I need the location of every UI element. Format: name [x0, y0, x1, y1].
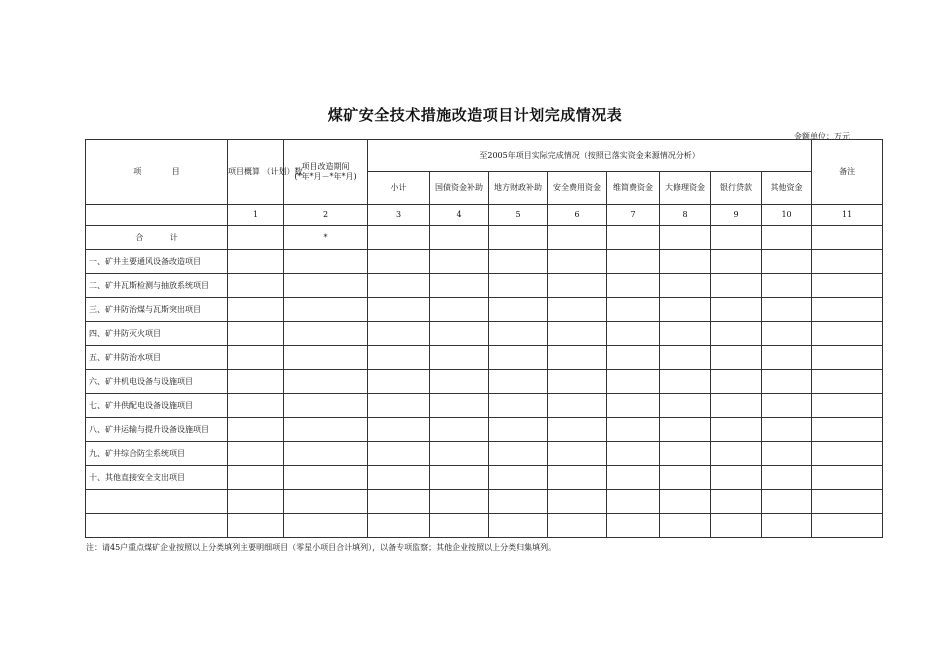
header-actual-group: 至2005年项目实际完成情况（按照已落实资金来源情况分析）	[368, 140, 812, 172]
table-cell	[711, 370, 762, 394]
table-cell	[660, 418, 711, 442]
table-cell	[489, 466, 548, 490]
table-cell	[607, 418, 660, 442]
table-row	[86, 298, 883, 322]
table-cell	[430, 418, 489, 442]
table-cell	[762, 442, 812, 466]
footnote: 注：请45户重点煤矿企业按照以上分类填列主要明细项目（零星小项目合计填列），以备专项监察；其他企业按照以上分类归集填列。	[86, 543, 557, 552]
table-cell	[548, 298, 607, 322]
table-cell	[607, 346, 660, 370]
table-cell	[711, 418, 762, 442]
table-cell	[548, 274, 607, 298]
table-cell	[711, 514, 762, 538]
col-number: 10	[762, 205, 812, 226]
table-row	[86, 370, 883, 394]
col-number: 5	[489, 205, 548, 226]
table-cell	[711, 442, 762, 466]
table-cell	[762, 418, 812, 442]
table-cell	[228, 418, 284, 442]
table-cell	[430, 514, 489, 538]
table-cell	[228, 346, 284, 370]
col-number: 3	[368, 205, 430, 226]
row-label: 七、矿井供配电设备设施项目	[86, 394, 228, 418]
col-number: 9	[711, 205, 762, 226]
table-cell	[660, 250, 711, 274]
table-cell	[762, 298, 812, 322]
row-label: 三、矿井防治煤与瓦斯突出项目	[86, 298, 228, 322]
table-cell	[284, 250, 368, 274]
table-cell	[711, 274, 762, 298]
row-label: 九、矿井综合防尘系统项目	[86, 442, 228, 466]
table-cell	[607, 250, 660, 274]
col-number: 6	[548, 205, 607, 226]
table-cell	[660, 370, 711, 394]
table-cell	[812, 370, 883, 394]
table-cell	[368, 490, 430, 514]
table-cell	[607, 466, 660, 490]
table-cell	[489, 346, 548, 370]
row-label: 八、矿井运输与提升设备设施项目	[86, 418, 228, 442]
table-cell	[228, 394, 284, 418]
table-cell	[711, 298, 762, 322]
col-number: 4	[430, 205, 489, 226]
table-cell	[368, 346, 430, 370]
table-cell	[284, 370, 368, 394]
table-cell	[711, 250, 762, 274]
table-row	[86, 346, 883, 370]
row-label: 二、矿井瓦斯检测与抽放系统项目	[86, 274, 228, 298]
table-cell	[489, 250, 548, 274]
table-cell	[607, 490, 660, 514]
table-cell	[284, 274, 368, 298]
table-cell	[228, 298, 284, 322]
total-cell	[548, 226, 607, 250]
table-cell	[812, 298, 883, 322]
table-cell	[660, 514, 711, 538]
header-period	[284, 140, 368, 205]
table-cell	[812, 490, 883, 514]
header-sub-safety-fund: 安全费用资金	[548, 172, 607, 205]
table-cell	[548, 322, 607, 346]
header-sub-subtotal: 小计	[368, 172, 430, 205]
table-cell	[762, 370, 812, 394]
header-sub-treasury: 国债资金补助	[430, 172, 489, 205]
table-cell	[762, 274, 812, 298]
table-cell	[762, 322, 812, 346]
table-cell	[660, 274, 711, 298]
table-cell	[368, 250, 430, 274]
table-cell	[489, 490, 548, 514]
table-cell	[489, 394, 548, 418]
table-cell	[368, 442, 430, 466]
col-number: 1	[228, 205, 284, 226]
row-label	[86, 490, 228, 514]
header-budget: 项目概算 （计划）数	[228, 140, 284, 205]
total-cell	[711, 226, 762, 250]
header-sub-overhaul: 大修理资金	[660, 172, 711, 205]
table-cell	[711, 394, 762, 418]
table-cell	[548, 346, 607, 370]
total-cell	[762, 226, 812, 250]
col-number: 11	[812, 205, 883, 226]
header-sub-maintenance-simplification: 维简费资金	[607, 172, 660, 205]
table-cell	[430, 346, 489, 370]
table-cell	[430, 466, 489, 490]
table-row	[86, 442, 883, 466]
table-cell	[711, 346, 762, 370]
table-cell	[368, 394, 430, 418]
table-cell	[548, 514, 607, 538]
table-cell	[607, 298, 660, 322]
table-cell	[368, 418, 430, 442]
table-cell	[284, 466, 368, 490]
table-cell	[812, 322, 883, 346]
table-cell	[762, 466, 812, 490]
header-period-line2: (*年*月－*年*月)	[294, 172, 357, 181]
table-row	[86, 418, 883, 442]
table-cell	[607, 514, 660, 538]
table-cell	[812, 250, 883, 274]
table-cell	[812, 418, 883, 442]
header-item: 项 目	[86, 140, 228, 205]
table-cell	[284, 394, 368, 418]
table-cell	[284, 442, 368, 466]
total-cell	[228, 226, 284, 250]
table-cell	[762, 250, 812, 274]
table-cell	[228, 274, 284, 298]
table-row	[86, 274, 883, 298]
table-cell	[368, 466, 430, 490]
table-cell	[284, 298, 368, 322]
table-cell	[284, 322, 368, 346]
table-cell	[607, 274, 660, 298]
header-sub-other: 其他资金	[762, 172, 812, 205]
header-period-line1: 项目改造期间	[301, 162, 350, 171]
table-cell	[660, 346, 711, 370]
row-label: 五、矿井防治水项目	[86, 346, 228, 370]
table-cell	[660, 466, 711, 490]
row-label: 四、矿井防灭火项目	[86, 322, 228, 346]
table-cell	[711, 490, 762, 514]
total-cell	[812, 226, 883, 250]
table-cell	[548, 418, 607, 442]
table-cell	[660, 442, 711, 466]
table-row	[86, 322, 883, 346]
table-cell	[812, 394, 883, 418]
table-cell	[228, 322, 284, 346]
table-row	[86, 514, 883, 538]
table-cell	[812, 274, 883, 298]
table-cell	[762, 490, 812, 514]
table-cell	[284, 490, 368, 514]
table-cell	[660, 298, 711, 322]
amount-unit: 金额单位：万元	[794, 132, 850, 141]
table-cell	[607, 370, 660, 394]
table-cell	[228, 370, 284, 394]
table-cell	[607, 442, 660, 466]
table-cell	[430, 442, 489, 466]
table-cell	[489, 274, 548, 298]
table-row	[86, 394, 883, 418]
table-cell	[368, 298, 430, 322]
table-cell	[762, 346, 812, 370]
total-cell	[607, 226, 660, 250]
total-label: 合 计	[86, 226, 228, 250]
header-sub-bank-loan: 银行贷款	[711, 172, 762, 205]
table-cell	[228, 250, 284, 274]
col-number: 2	[284, 205, 368, 226]
col-number-blank	[86, 205, 228, 226]
table-cell	[548, 250, 607, 274]
table-cell	[430, 322, 489, 346]
table-cell	[489, 442, 548, 466]
table-cell	[489, 370, 548, 394]
table-cell	[548, 490, 607, 514]
table-cell	[548, 370, 607, 394]
table-row	[86, 466, 883, 490]
table-cell	[548, 466, 607, 490]
row-label: 十、其他直接安全支出项目	[86, 466, 228, 490]
total-cell	[660, 226, 711, 250]
table-cell	[368, 370, 430, 394]
total-cell	[489, 226, 548, 250]
table-cell	[489, 322, 548, 346]
table-cell	[368, 514, 430, 538]
total-cell	[430, 226, 489, 250]
table-cell	[228, 466, 284, 490]
table-cell	[228, 442, 284, 466]
table-cell	[812, 346, 883, 370]
table-cell	[711, 466, 762, 490]
row-label: 六、矿井机电设备与设施项目	[86, 370, 228, 394]
table-cell	[489, 418, 548, 442]
table-cell	[368, 322, 430, 346]
table-cell	[430, 274, 489, 298]
table-cell	[368, 274, 430, 298]
total-row	[86, 226, 883, 250]
table-cell	[228, 514, 284, 538]
table-cell	[762, 394, 812, 418]
table-cell	[762, 514, 812, 538]
total-cell	[368, 226, 430, 250]
header-sub-local-finance: 地方财政补助	[489, 172, 548, 205]
table-cell	[812, 442, 883, 466]
table-cell	[660, 322, 711, 346]
table-cell	[284, 346, 368, 370]
plan-completion-table	[85, 139, 883, 538]
table-cell	[660, 490, 711, 514]
table-cell	[228, 490, 284, 514]
table-cell	[430, 394, 489, 418]
table-cell	[430, 250, 489, 274]
table-cell	[660, 394, 711, 418]
table-cell	[711, 322, 762, 346]
table-row	[86, 250, 883, 274]
table-cell	[284, 418, 368, 442]
total-period: *	[284, 226, 368, 250]
table-cell	[430, 490, 489, 514]
row-label: 一、矿井主要通风设备改造项目	[86, 250, 228, 274]
col-number: 8	[660, 205, 711, 226]
table-cell	[607, 322, 660, 346]
page-title: 煤矿安全技术措施改造项目计划完成情况表	[327, 106, 623, 124]
col-number: 7	[607, 205, 660, 226]
table-cell	[548, 394, 607, 418]
table-cell	[430, 298, 489, 322]
table-cell	[430, 370, 489, 394]
table-cell	[489, 298, 548, 322]
table-cell	[548, 442, 607, 466]
header-remark: 备注	[812, 140, 883, 205]
table-row	[86, 490, 883, 514]
table-cell	[812, 514, 883, 538]
table-cell	[812, 466, 883, 490]
row-label	[86, 514, 228, 538]
table-cell	[284, 514, 368, 538]
table-cell	[607, 394, 660, 418]
table-cell	[489, 514, 548, 538]
